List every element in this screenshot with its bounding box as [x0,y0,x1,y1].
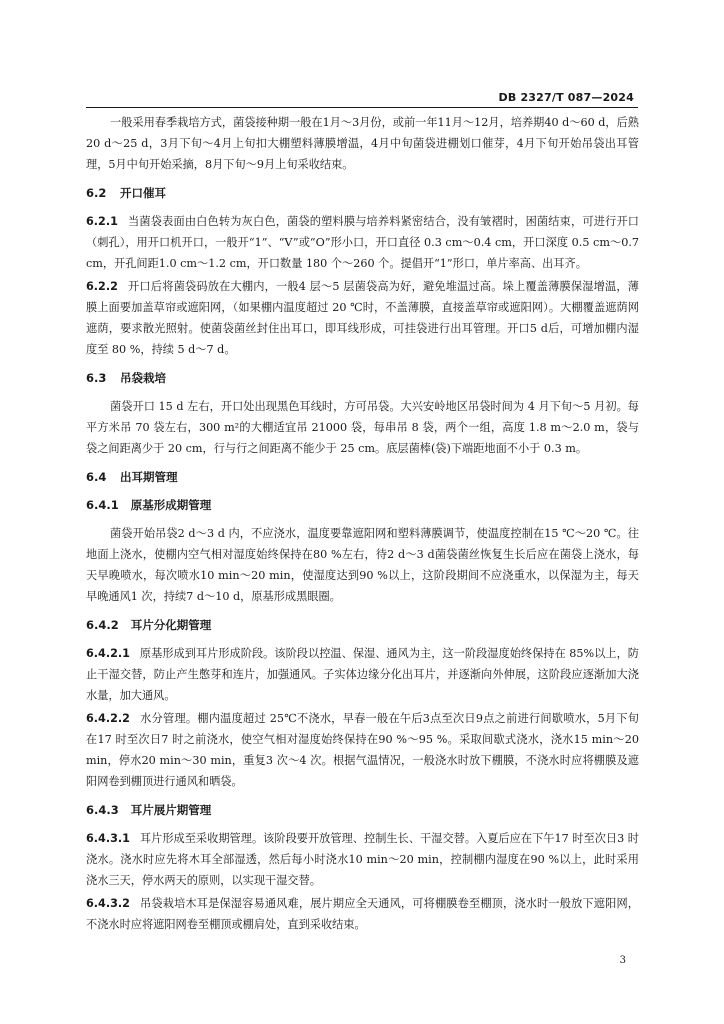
subsection-heading-6-4-2 [86,615,639,635]
section-number: 6.2 [86,186,107,200]
section-6-4-1-paragraph: 菌袋开始吊袋2 d～3 d 内，不应浇水，温度要靠遮阳网和塑料薄膜调节，使温度控制在15 ℃～20 ℃。往地面上浇水，使棚内空气相对湿度始终保持在80 %左右，待2 d～3 d菌袋菌丝恢复生长后应在菌袋上浇水，每天早晚喷水，每次喷水10 min～20 min，使湿度达到90 %以上，这阶段期间不应浇重水，以保湿为主，每天早晚通风1 次，持续7 d～10 d，原基形成黑眼圈。 [86,527,639,603]
section-title: 耳片展片期管理 [130,803,212,817]
section-title: 原基形成期管理 [130,498,212,512]
clause-number: 6.4.3.2 [86,897,130,910]
clause-text: 当菌袋表面由白色转为灰白色，菌袋的塑料膜与培养料紧密结合，没有皱褶时，困菌结束，可进行开口（刺孔），用开口机开口，一般开“1”、“V”或“O”形小口，开口直径 0.3 cm～0.4 cm，开口深度 0.5 cm～0.7 cm，开孔间距1.0 cm～1.2 cm，开口数量 180 个～260 个。提倡开“1”形口，单片率高、出耳齐。 [86,215,639,270]
clause-number: 6.4.2.2 [86,712,130,725]
section-title: 耳片分化期管理 [130,618,212,632]
document-id: DB 2327/T 087—2024 [498,91,634,104]
clause-number: 6.2.1 [86,215,118,228]
section-number: 6.3 [86,371,107,385]
clause-number: 6.2.2 [86,280,118,293]
clause-6-4-3-2 [86,893,639,935]
section-title: 开口催耳 [120,186,166,200]
section-heading-6-2 [86,183,639,203]
clause-6-4-2-2 [86,708,639,792]
section-title: 吊袋栽培 [120,371,166,385]
clause-text: 耳片形成至采收期管理。该阶段要开放管理、控制生长、干湿交替。入夏后应在下午17 时至次日3 时浇水。浇水时应先将木耳全部湿透，然后每小时浇水10 min～20 min，控制棚内湿度在90 %以上，此时采用浇水三天，停水两天的原则，以实现干湿交替。 [86,832,639,887]
header-rule [86,107,638,108]
clause-text: 水分管理。棚内温度超过 25℃不浇水，早春一般在午后3点至次日9点之前进行间歇喷水，5月下旬在17 时至次日7 时之前浇水，使空气相对湿度始终保持在90 %～95 %。采取间歇式浇水，浇水15 min～20 min，停水20 min～30 min，重复3 次～4 次。根据气温情况，一般浇水时放下棚膜，不浇水时应将棚膜及遮阳网卷到棚顶进行通风和晒袋。 [86,712,639,788]
clause-6-4-3-1 [86,828,639,891]
clause-text: 开口后将菌袋码放在大棚内，一般4 层～5 层菌袋高为好，避免堆温过高。垛上覆盖薄膜保湿增温，薄膜上面要加盖草帘或遮阳网，（如果棚内温度超过 20 ℃时，不盖薄膜，直接盖草帘或遮阳网）。大棚覆盖遮荫网遮荫，要求散光照射。使菌袋菌丝封住出耳口，即耳线形成，可挂袋进行出耳管理。开口5 d后，可增加棚内湿度至 80 %，持续 5 d～7 d。 [86,280,639,356]
clause-number: 6.4.2.1 [86,647,130,660]
clause-text: 原基形成到耳片形成阶段。该阶段以控温、保湿、通风为主，这一阶段湿度始终保持在 85%以上，防止干湿交替，防止产生憋芽和连片，加强通风。子实体边缘分化出耳片，并逐渐向外伸展，这阶段应逐渐加大浇水量，加大通风。 [86,647,639,702]
section-6-3-paragraph: 菌袋开口 15 d 左右，开口处出现黑色耳线时，方可吊袋。大兴安岭地区吊袋时间为 4 月下旬～5 月初。每平方米吊 70 袋左右，300 m²的大棚适宜吊 21000 袋，每串吊 8 袋，两个一组，高度 1.8 m～2.0 m，袋与袋之间距离少于 20 cm，行与行之间距离不能少于 25 cm。底层菌棒(袋)下端距地面不小于 0.3 m。 [86,400,639,455]
clause-6-4-2-1 [86,643,639,706]
document-body [86,112,639,937]
section-number: 6.4.2 [86,618,119,632]
section-number: 6.4.1 [86,498,119,512]
clause-6-2-2 [86,276,639,360]
intro-paragraph: 一般采用春季栽培方式，菌袋接种期一般在1月～3月份，或前一年11月～12月，培养期40 d～60 d，后熟20 d～25 d，3月下旬～4月上旬扣大棚塑料薄膜增温，4月中旬菌袋进棚划口催芽，4月下旬开始吊袋出耳管理，5月中旬开始采摘，8月下旬～9月上旬采收结束。 [86,116,639,171]
section-number: 6.4 [86,470,107,484]
page-number: 3 [619,955,626,966]
clause-6-2-1 [86,211,639,274]
clause-text: 吊袋栽培木耳是保湿容易通风难，展片期应全天通风，可将棚膜卷至棚顶，浇水时一般放下遮阳网，不浇水时应将遮阳网卷至棚顶或棚肩处，直到采收结束。 [86,897,639,931]
subsection-heading-6-4-3 [86,800,639,820]
section-title: 出耳期管理 [120,470,178,484]
clause-number: 6.4.3.1 [86,832,130,845]
section-number: 6.4.3 [86,803,119,817]
section-heading-6-3 [86,368,639,388]
subsection-heading-6-4-1 [86,495,639,515]
section-heading-6-4 [86,467,639,487]
